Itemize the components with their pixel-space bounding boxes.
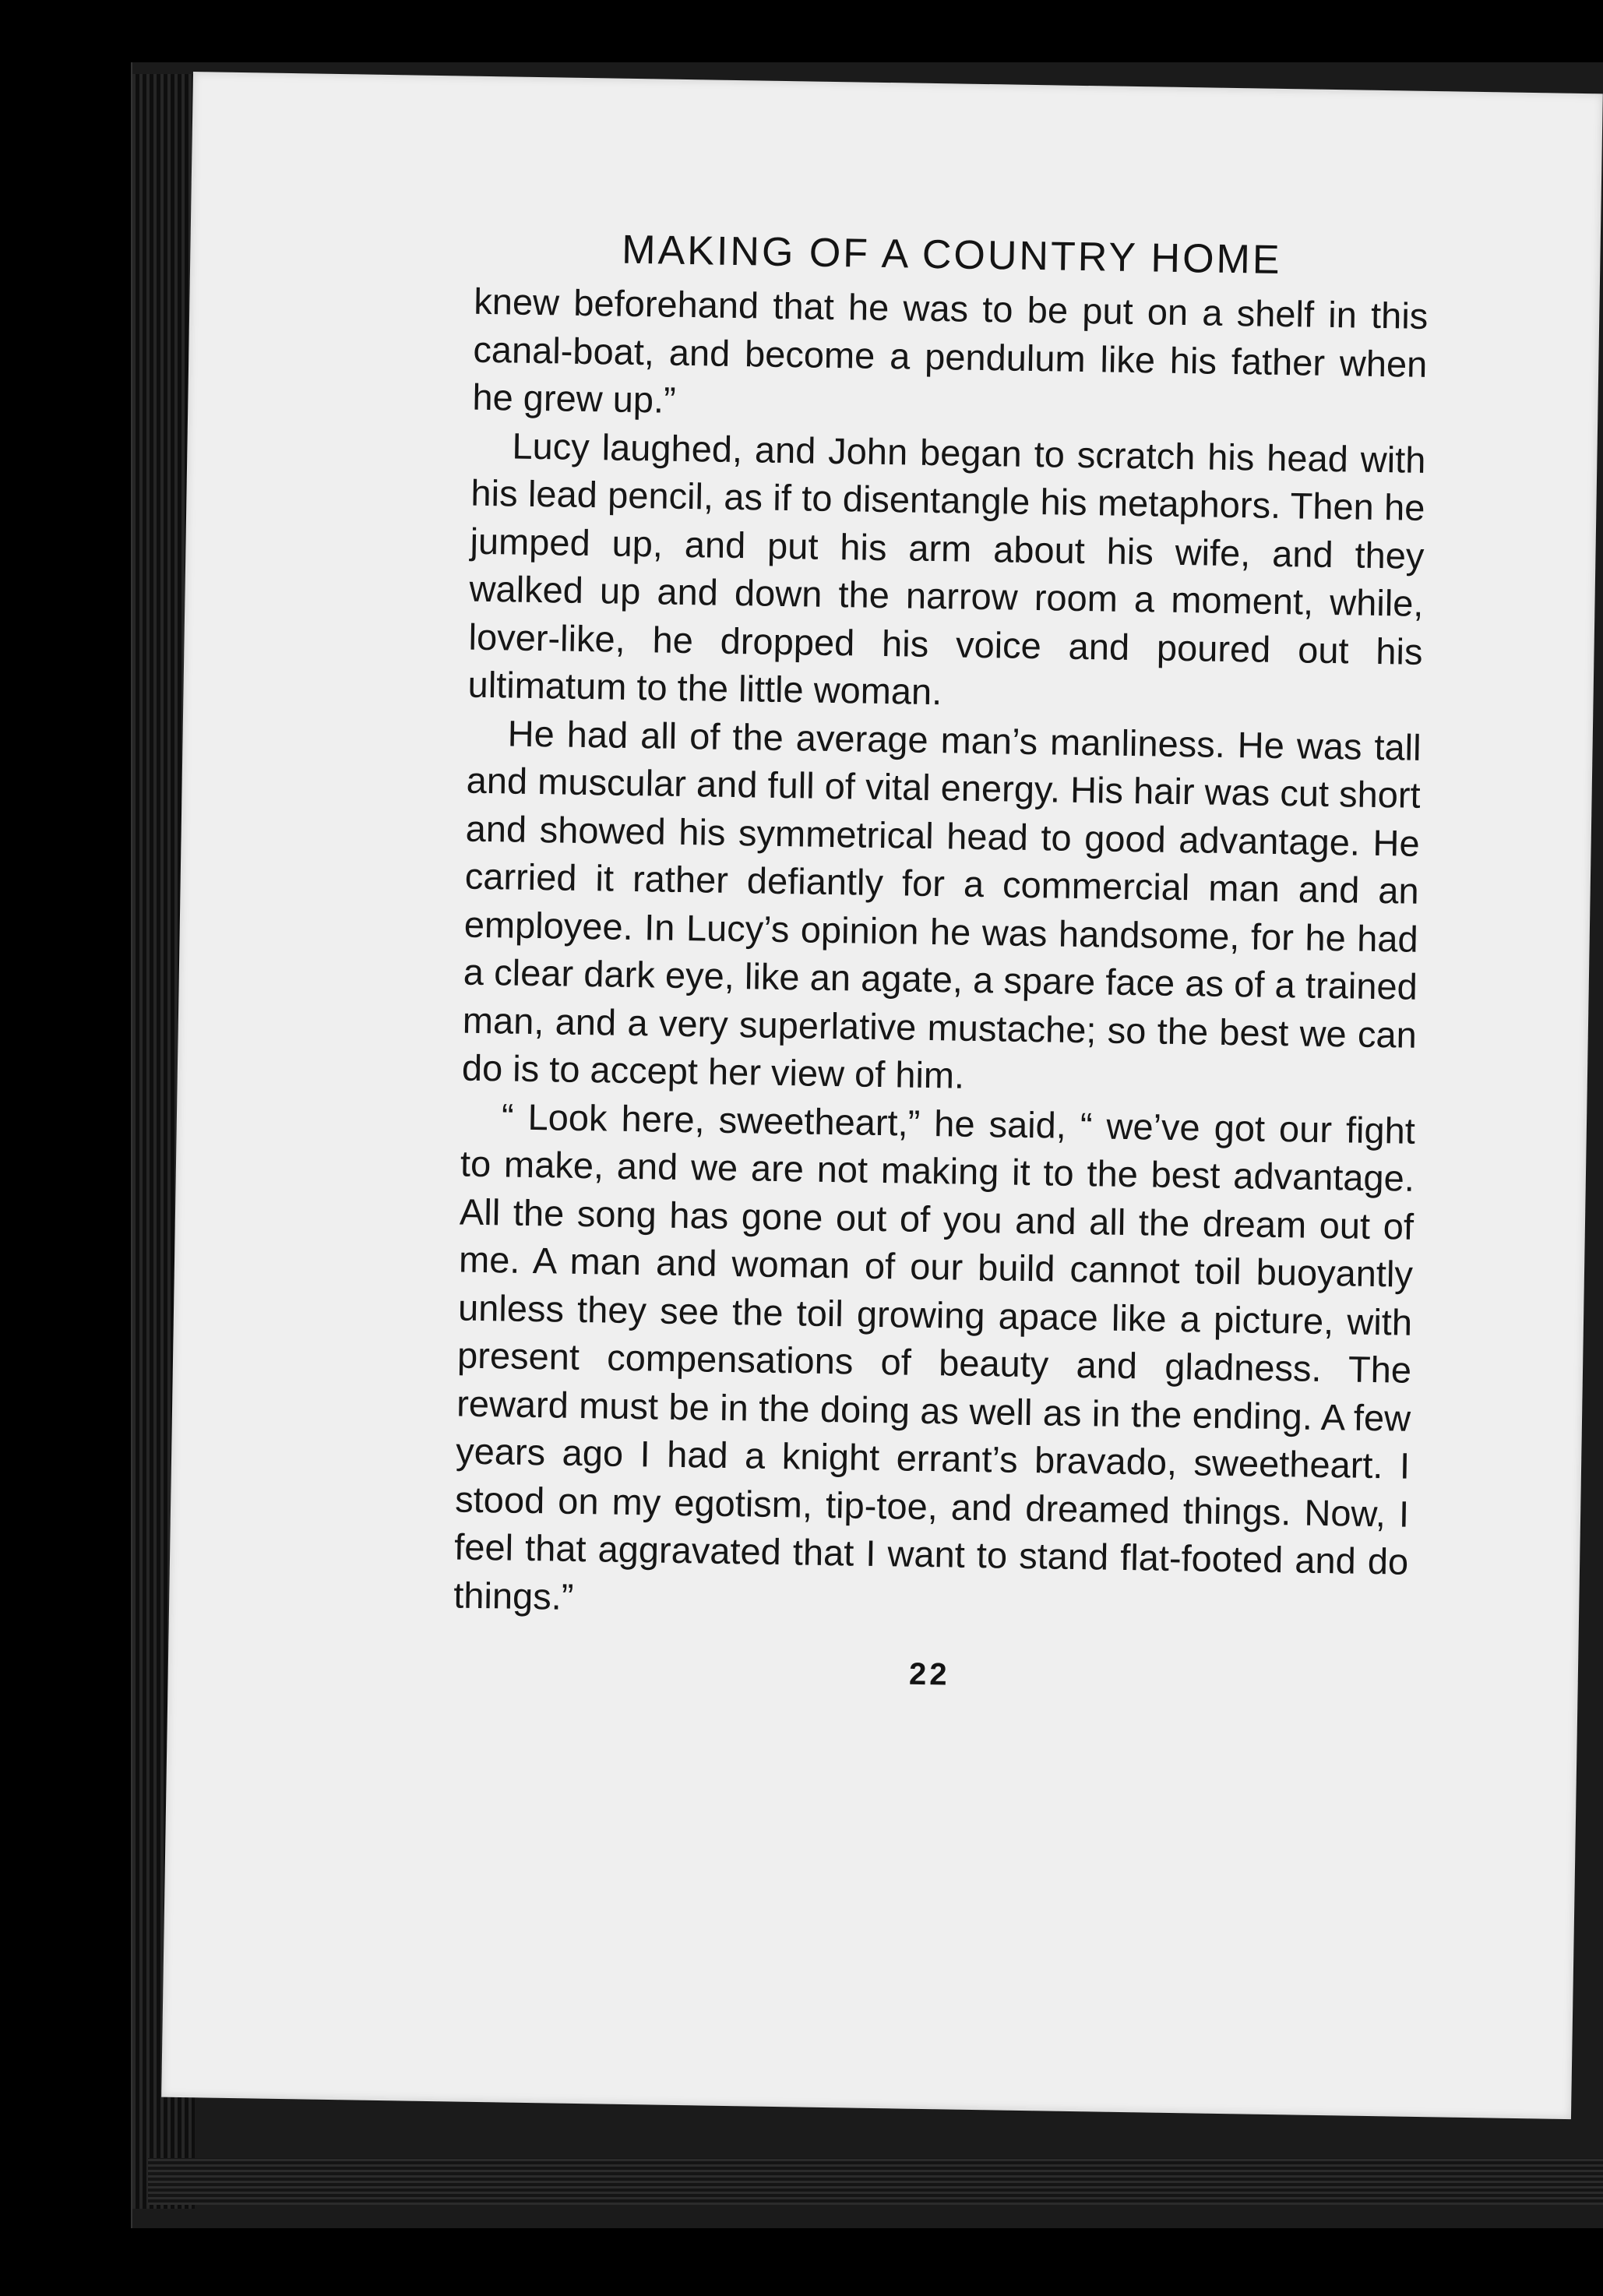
page-edges-bottom [148,2158,1603,2205]
page-content [453,224,1429,1700]
text-body [453,277,1429,1634]
paragraph-4: “ Look here, sweetheart,” he said, “ we’ve got our fight to make, and we are not making it to the best advantage. All the song has gone out of you and all the dream out of me. A man and woman of our build cannot toil buoyantly unless they see the toil growing apace like a picture, with present compensations of beauty and gladness. The reward must be in the doing as well as in the ending. A few years ago I had a knight errant’s bravado, sweetheart. I stood on my egotism, tip-toe, and dreamed things. Now, I feel that aggravated that I want to stand flat-footed and do things.” [453,1095,1416,1617]
paragraph-3: He had all of the average man’s manliness. He was tall and muscular and full of vital energy. His hair was cut short and showed his symmetrical head to good advantage. He carried it rather defiantly for a commercial man and an employee. In Lucy’s opinion he was handsome, for he had a clear dark eye, like an agate, a spare face as of a trained man, and a very superlative mustache; so the best we can do is to accept her view of him. [461,711,1422,1096]
book-page [161,72,1603,2119]
running-head: MAKING OF A COUNTRY HOME [621,227,1282,283]
page-number: 22 [908,1656,950,1692]
paragraph-1: knew beforehand that he was to be put on a shelf in this canal-boat, and become a pendulum like his father when he grew up.” [472,280,1429,421]
paragraph-2: Lucy laughed, and John began to scratch his head with his lead pencil, as if to disentangle his metaphors. Then he jumped up, and put his arm about his wife, and they walked up and down the narrow room a moment, while, lover-like, he dropped his voice and poured out his ultimatum to the little woman. [467,424,1426,713]
